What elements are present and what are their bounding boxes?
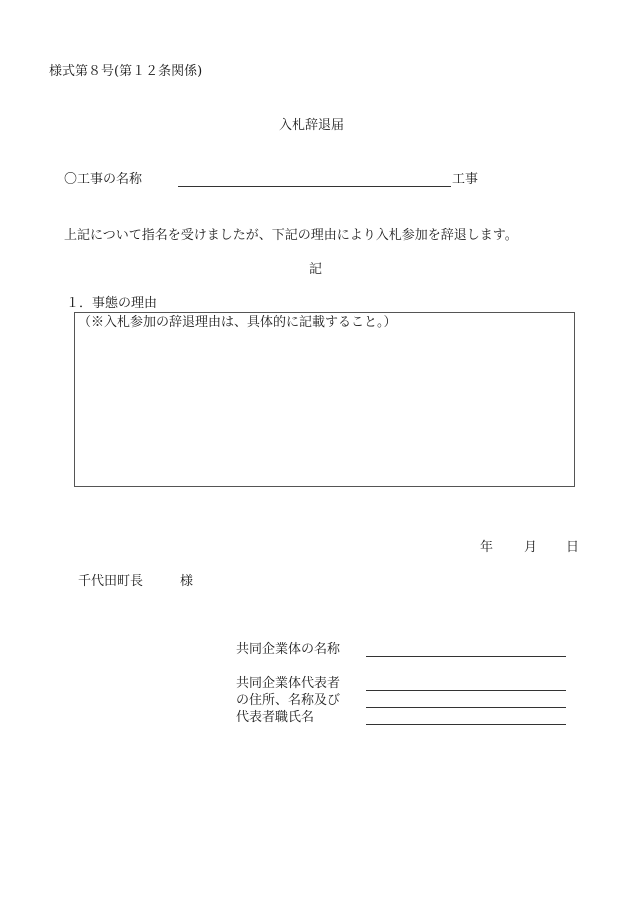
addressee: 千代田町長 <box>78 574 144 589</box>
project-name-suffix: 工事 <box>452 172 479 187</box>
form-number: 様式第８号(第１２条関係) <box>49 64 203 79</box>
addressee-honorific: 様 <box>180 574 194 589</box>
form-title: 入札辞退届 <box>279 118 345 133</box>
jv-rep-field-1[interactable] <box>366 690 566 691</box>
date-month: 月 <box>524 540 538 555</box>
date-year: 年 <box>480 540 494 555</box>
project-name-field[interactable] <box>178 186 451 187</box>
section-reason-label: １．事態の理由 <box>66 296 158 311</box>
jv-rep-label-line3: 代表者職氏名 <box>236 710 315 725</box>
jv-rep-label-line1: 共同企業体代表者 <box>236 676 341 691</box>
statement-text: 上記について指名を受けましたが、下記の理由により入札参加を辞退します。 <box>64 228 518 243</box>
jv-rep-label-line2: の住所、名称及び <box>236 693 341 708</box>
jv-rep-field-2[interactable] <box>366 707 566 708</box>
reason-note: （※入札参加の辞退理由は、具体的に記載すること。） <box>78 315 397 330</box>
project-name-label: 〇工事の名称 <box>64 172 143 187</box>
reason-box[interactable] <box>74 312 575 487</box>
date-day: 日 <box>566 540 580 555</box>
ki-heading: 記 <box>309 262 323 277</box>
jv-name-label: 共同企業体の名称 <box>236 642 341 657</box>
jv-name-field[interactable] <box>366 656 566 657</box>
jv-rep-field-3[interactable] <box>366 724 566 725</box>
